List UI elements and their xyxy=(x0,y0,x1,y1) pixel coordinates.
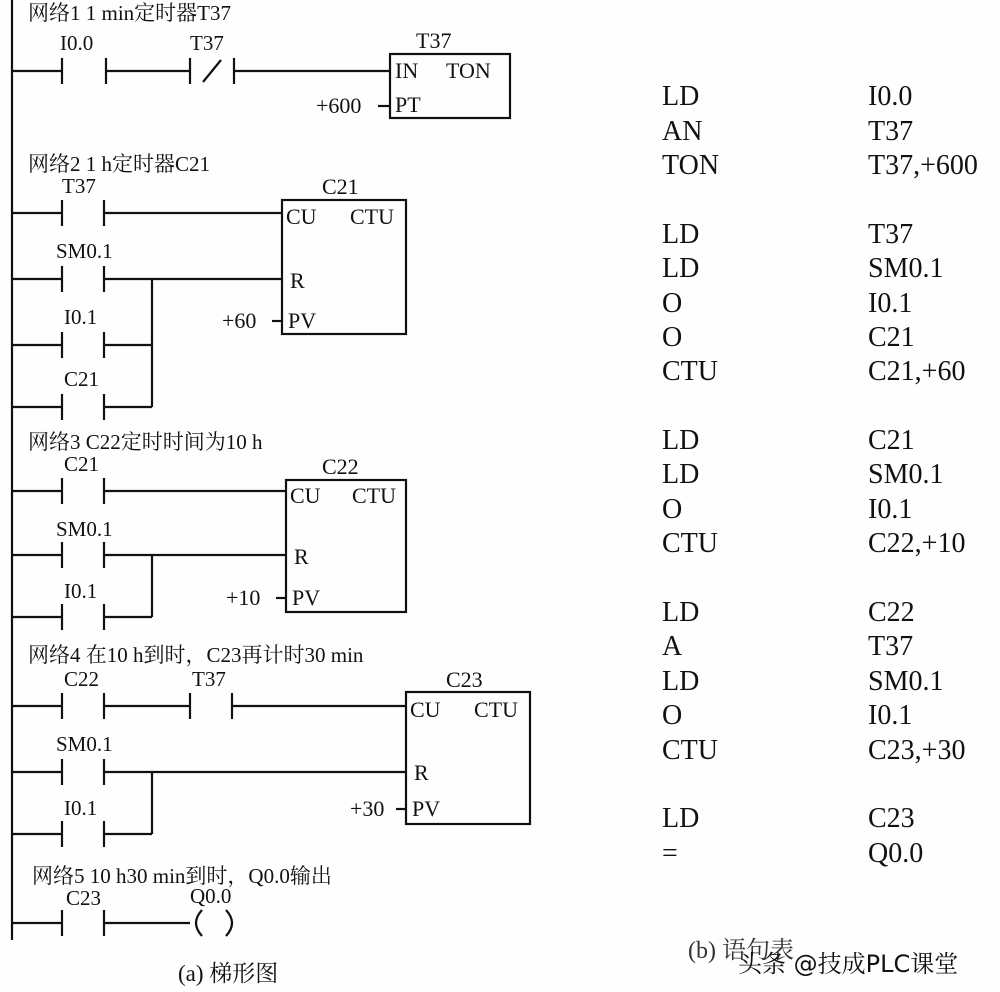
stl-op: AN xyxy=(662,115,703,147)
contact-label-I0.1: I0.1 xyxy=(64,305,98,329)
contact-label-SM0.1: SM0.1 xyxy=(56,517,113,541)
contact-label-C23: C23 xyxy=(66,886,102,910)
stl-op: A xyxy=(662,631,683,663)
stl-row xyxy=(662,252,992,286)
stl-row xyxy=(662,218,992,252)
stl-op: = xyxy=(662,837,678,869)
stl-op: CTU xyxy=(662,734,718,766)
stl-arg: SM0.1 xyxy=(868,253,944,285)
pv-value-30: +30 xyxy=(350,796,385,821)
pin-pt: PT xyxy=(395,92,421,117)
stl-row xyxy=(662,837,992,871)
pin-r: R xyxy=(290,268,305,293)
box-type-CTU: CTU xyxy=(352,483,396,508)
statement-list xyxy=(662,80,992,871)
stl-arg: T37,+600 xyxy=(868,149,978,181)
stl-op: LD xyxy=(662,425,700,457)
stl-arg: SM0.1 xyxy=(868,665,944,697)
stl-op: LD xyxy=(662,597,700,629)
box-type-CTU: CTU xyxy=(350,204,394,229)
stl-row xyxy=(662,149,992,183)
stl-row xyxy=(662,321,992,355)
stl-arg: C22,+10 xyxy=(868,528,966,560)
stl-row xyxy=(662,424,992,458)
stl-row xyxy=(662,286,992,320)
box-name-C22: C22 xyxy=(322,454,359,479)
stl-arg: C23 xyxy=(868,803,915,835)
contact-label-I0.1: I0.1 xyxy=(64,796,98,820)
stl-row xyxy=(662,733,992,767)
network-1-title: 网络1 1 min定时器T37 xyxy=(28,1,231,25)
stl-row xyxy=(662,114,992,148)
network-2-title: 网络2 1 h定时器C21 xyxy=(28,152,211,176)
box-type-TON: TON xyxy=(446,58,491,83)
stl-row xyxy=(662,802,992,836)
contact-label-T37: T37 xyxy=(192,667,226,691)
stl-row xyxy=(662,493,992,527)
coil-right-arc xyxy=(226,910,232,936)
pin-cu: CU xyxy=(410,697,441,722)
coil-left-arc xyxy=(196,910,202,936)
pv-value-60: +60 xyxy=(222,308,257,333)
stl-op: O xyxy=(662,493,683,525)
contact-label-I0.0: I0.0 xyxy=(60,31,94,55)
stl-op: TON xyxy=(662,149,720,181)
stl-arg: C21 xyxy=(868,321,915,353)
box-type-CTU: CTU xyxy=(474,697,518,722)
stl-op: LD xyxy=(662,803,700,835)
stl-arg: T37 xyxy=(868,115,914,147)
stl-arg: I0.1 xyxy=(868,700,913,732)
caption-ladder-diagram: (a) 梯形图 xyxy=(178,961,279,986)
stl-arg: SM0.1 xyxy=(868,459,944,491)
stl-arg: I0.0 xyxy=(868,81,913,113)
stl-row xyxy=(662,458,992,492)
stl-gap xyxy=(662,561,992,595)
stl-op: LD xyxy=(662,665,700,697)
contact-label-C21: C21 xyxy=(64,367,100,391)
contact-label-C21: C21 xyxy=(64,452,100,476)
stl-arg: C21,+60 xyxy=(868,356,966,388)
contact-label-T37-nc: T37 xyxy=(190,31,224,55)
pin-in: IN xyxy=(395,58,419,83)
contact-label-T37: T37 xyxy=(62,174,96,198)
stl-arg: T37 xyxy=(868,631,914,663)
box-name-C23: C23 xyxy=(446,667,483,692)
stl-row xyxy=(662,596,992,630)
contact-label-SM0.1: SM0.1 xyxy=(56,239,113,263)
pin-r: R xyxy=(414,760,429,785)
stl-row xyxy=(662,80,992,114)
stl-arg: C23,+30 xyxy=(868,734,966,766)
pin-pv: PV xyxy=(412,796,441,821)
stl-arg: I0.1 xyxy=(868,287,913,319)
pin-r: R xyxy=(294,544,309,569)
stl-arg: I0.1 xyxy=(868,493,913,525)
watermark: 头条 @技成PLC课堂 xyxy=(738,950,959,978)
stl-gap xyxy=(662,183,992,217)
pt-value-600: +600 xyxy=(316,93,362,118)
pin-cu: CU xyxy=(286,204,317,229)
contact-label-I0.1: I0.1 xyxy=(64,579,98,603)
pv-value-10: +10 xyxy=(226,585,261,610)
stl-op: O xyxy=(662,287,683,319)
stl-arg: C22 xyxy=(868,597,915,629)
contact-label-C22: C22 xyxy=(64,667,100,691)
pin-pv: PV xyxy=(292,585,321,610)
stl-row xyxy=(662,665,992,699)
stl-op: LD xyxy=(662,459,700,491)
pin-pv: PV xyxy=(288,308,317,333)
coil-label-Q0.0: Q0.0 xyxy=(190,884,232,908)
pin-cu: CU xyxy=(290,483,321,508)
stl-op: O xyxy=(662,700,683,732)
stl-op: LD xyxy=(662,218,700,250)
stl-op: LD xyxy=(662,81,700,113)
caption-statement-list: (b) 语句表 xyxy=(688,938,794,964)
network-5-title: 网络5 10 h30 min到时，Q0.0输出 xyxy=(32,864,332,888)
stl-row xyxy=(662,527,992,561)
stl-row xyxy=(662,630,992,664)
network-3-title: 网络3 C22定时时间为10 h xyxy=(28,430,263,454)
stl-op: CTU xyxy=(662,528,718,560)
stl-gap xyxy=(662,390,992,424)
stl-gap xyxy=(662,768,992,802)
stl-row xyxy=(662,355,992,389)
stl-row xyxy=(662,699,992,733)
stl-arg: Q0.0 xyxy=(868,837,924,869)
stl-op: LD xyxy=(662,253,700,285)
stl-op: CTU xyxy=(662,356,718,388)
stl-op: O xyxy=(662,321,683,353)
network-4-title: 网络4 在10 h到时，C23再计时30 min xyxy=(28,643,364,667)
stl-arg: C21 xyxy=(868,425,915,457)
stl-arg: T37 xyxy=(868,218,914,250)
contact-label-SM0.1: SM0.1 xyxy=(56,732,113,756)
box-name-T37: T37 xyxy=(416,28,452,53)
box-name-C21: C21 xyxy=(322,174,359,199)
